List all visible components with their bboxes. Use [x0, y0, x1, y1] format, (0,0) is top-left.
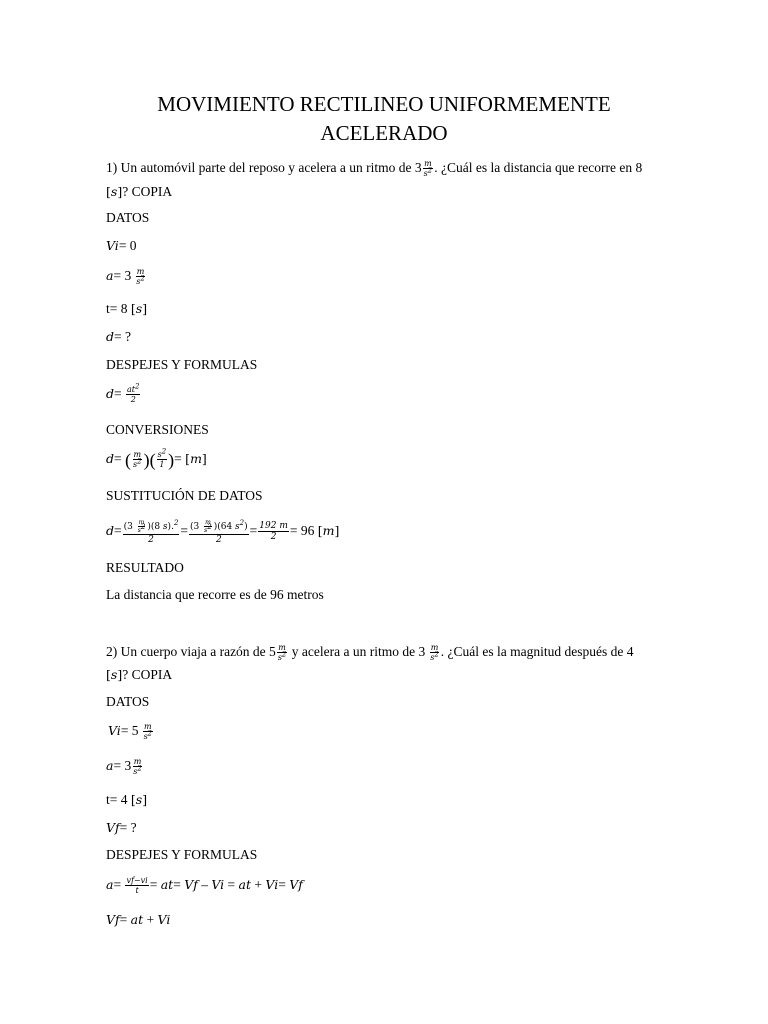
unit-fraction-m-s2: $\frac{m}{s^2}$ — [133, 757, 142, 777]
formula-fraction: $\frac{at^2}{2}$ — [127, 382, 140, 405]
problem-2-formula-1: a= $\frac{vf-vi}{t}$ = at= Vf – Vi = at + Vi= Vf — [106, 876, 303, 896]
problem-2-text-d: ? COPIA — [122, 667, 173, 682]
problem-1-d: d= ? — [106, 329, 131, 344]
problem-2-vi-value: = 5 — [120, 723, 139, 738]
problem-2-formula-2: Vf= at + Vi — [106, 912, 171, 927]
unit-fraction-m-s2: $\frac{m}{s^2}$ — [430, 643, 439, 663]
problem-1-sustitucion-heading: SUSTITUCIÓN DE DATOS — [106, 488, 263, 503]
problem-2-vf: Vf= ? — [106, 820, 137, 835]
problem-1-a: a= 3 $\frac{m}{s^2}$ — [106, 267, 145, 287]
unit-fraction-m-s2: $\frac{m}{s^2}$ — [423, 159, 433, 179]
problem-1-d-value: = ? — [114, 329, 131, 344]
problem-2-t-value: t= 4 — [106, 792, 128, 807]
problem-1-text: 1) Un automóvil parte del reposo y acelera a un ritmo de 3 — [106, 160, 422, 175]
problem-1-despejes-heading: DESPEJES Y FORMULAS — [106, 357, 258, 372]
substitution-fraction-3: $\frac{192 m}{2}$ — [259, 521, 288, 543]
problem-1-t-value: t= 8 — [106, 301, 128, 316]
problem-1-conversion-formula: d= ( $\frac{m}{s^2}$ )( $\frac{s^2}{1}$ )= [m] — [106, 447, 207, 470]
problem-1-vi-value: = 0 — [118, 238, 137, 253]
problem-2-text-a: 2) Un cuerpo viaja a razón de 5 — [106, 644, 276, 659]
unit-fraction-m-s2: $\frac{m}{s^2}$ — [136, 267, 145, 287]
substitution-fraction-1: (3 $\frac{m}{s^2}$ )(8 s).$^2$ 2 — [123, 518, 179, 545]
problem-1-statement-line-2: [s]? COPIA — [106, 184, 173, 199]
problem-2-a: a= 3 $\frac{m}{s^2}$ — [106, 757, 142, 777]
problem-1-resultado-heading: RESULTADO — [106, 560, 184, 575]
problem-2-text-c: . ¿Cuál es la magnitud después de 4 — [440, 644, 634, 659]
problem-2-t: t= 4 [s] — [106, 792, 148, 807]
problem-1-substitution-result: = 96 — [289, 523, 315, 538]
problem-1-answer: La distancia que recorre es de 96 metros — [106, 587, 324, 602]
unit-fraction-m-s2: $\frac{m}{s^2}$ — [143, 722, 153, 742]
problem-2-vi: Vi= 5 $\frac{m}{s^2}$ — [108, 722, 153, 742]
formula-fraction: $\frac{vf-vi}{t}$ — [126, 876, 148, 896]
problem-1-statement-line-1 — [106, 159, 642, 178]
substitution-fraction-2: (3 $\frac{m}{s^2}$ )(64 $s^2$) 2 — [190, 518, 248, 545]
problem-1-text-c: ? COPIA — [122, 184, 173, 199]
problem-1-t: t= 8 [s] — [106, 301, 148, 316]
problem-1-conversiones-heading: CONVERSIONES — [106, 422, 209, 437]
page-title: MOVIMIENTO RECTILINEO UNIFORMEMENTE ACELERADO — [157, 92, 611, 145]
problem-1-formula: d= $\frac{at^2}{2}$ — [106, 382, 140, 405]
problem-2-despejes-heading: DESPEJES Y FORMULAS — [106, 847, 258, 862]
problem-2-vf-value: = ? — [119, 820, 137, 835]
problem-1-text-b: . ¿Cuál es la distancia que recorre en 8 — [434, 160, 643, 175]
problem-2-datos-heading: DATOS — [106, 694, 150, 709]
problem-2-statement-line-2: [s]? COPIA — [106, 667, 173, 682]
problem-1-vi: Vi= 0 — [106, 238, 137, 253]
unit-fraction-m-s2: $\frac{m}{s^2}$ — [277, 643, 287, 663]
problem-2-text-b: y acelera a un ritmo de 3 — [288, 644, 426, 659]
problem-1-substitution: d= (3 $\frac{m}{s^2}$ )(8 s).$^2$ 2 = (3 $\frac{m}{s^2}$ )(64 $s^2$) 2 = $\frac{192 m}{2}$ = 96 [m] — [106, 518, 340, 545]
problem-1-a-value: = 3 — [113, 268, 132, 283]
problem-1-datos-heading: DATOS — [106, 210, 150, 225]
problem-2-a-value: = 3 — [113, 758, 132, 773]
problem-2-statement-line-1 — [106, 643, 634, 662]
